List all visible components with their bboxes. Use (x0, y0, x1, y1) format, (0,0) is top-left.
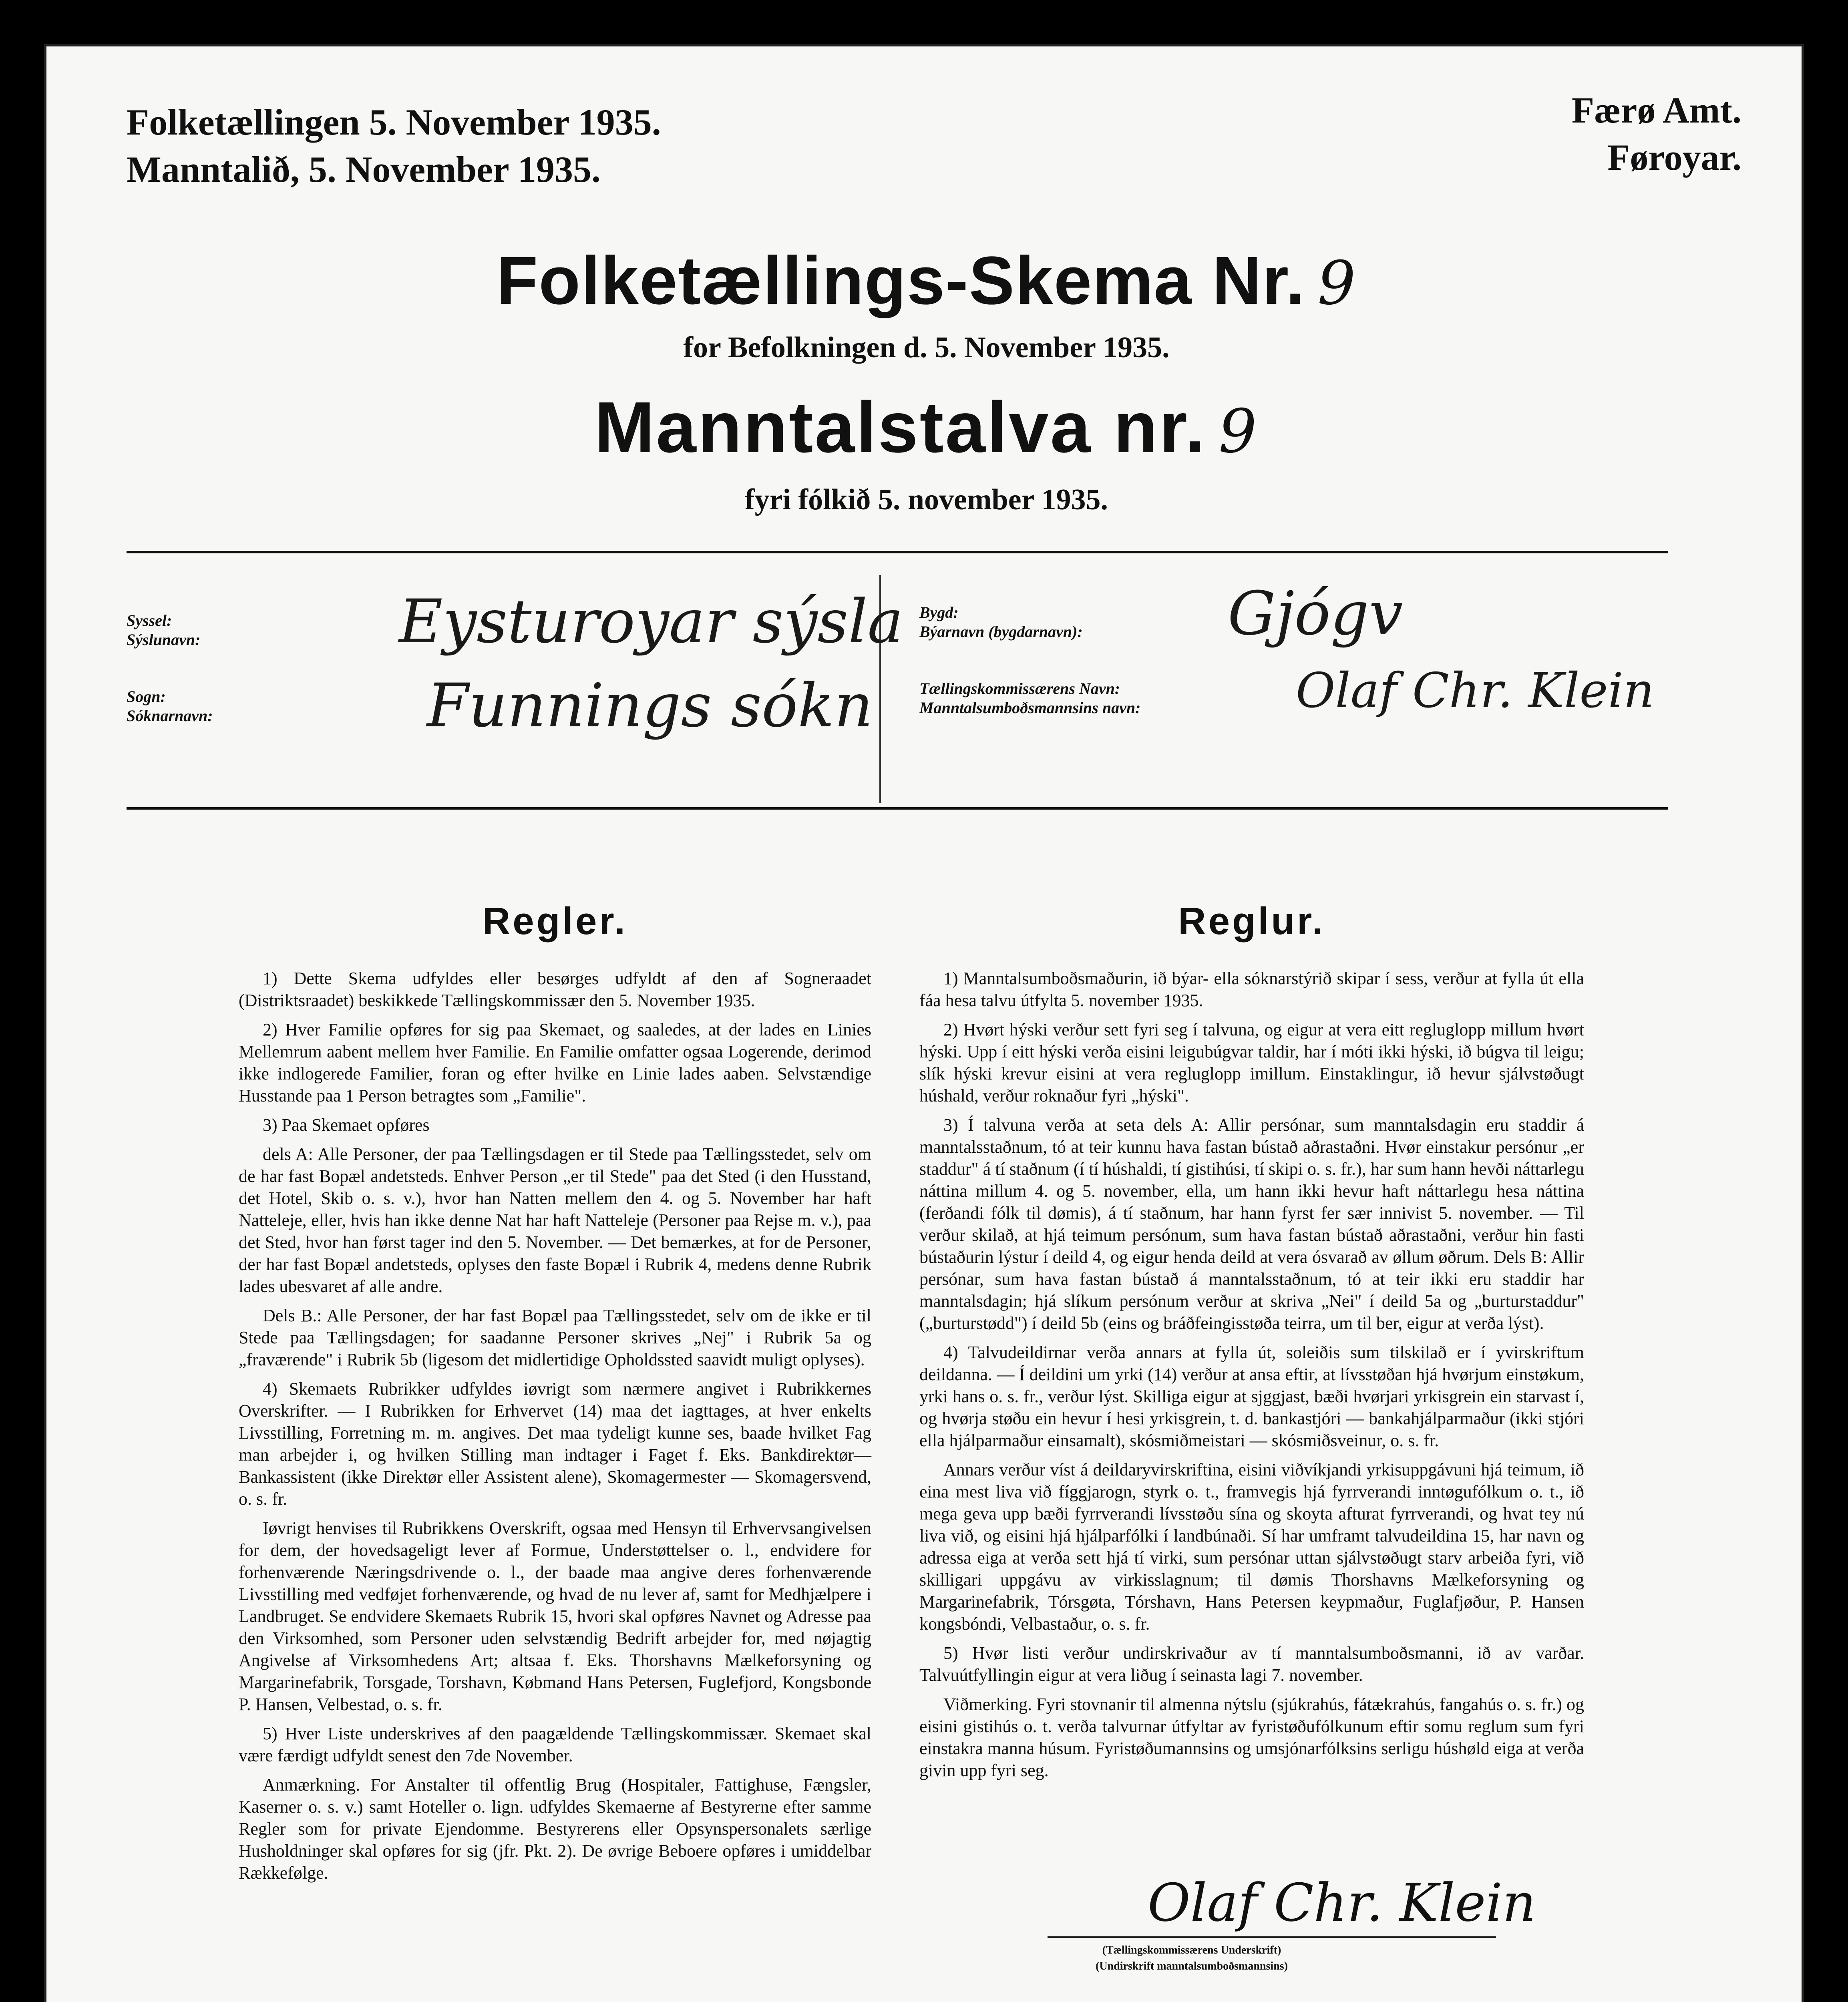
form-subtitle-faroese: fyri fólkið 5. november 1935. (744, 483, 1108, 516)
form-number-danish: 9 (1317, 249, 1357, 318)
sogn-label: Sogn: (127, 687, 166, 706)
byarnavn-label: Býarnavn (bygdarnavn): (919, 623, 1083, 641)
signature-caption-faroese: (Undirskrift manntalsumboðsmannsins) (1096, 1960, 1288, 1972)
regler-paragraph: Iøvrigt henvises til Rubrikkens Overskrift, ogsaa med Hensyn til Erhvervsangivelsen for dem, der hovedsageligt lever af Formue, Understøttelser o. l., endvidere for forhenværende Næringsdrivende o. l., der baade maa angive deres forhenværende Livsstilling med vedføjet forhenværende, og hvad de nu lever af, samt for Medhjælpere i Landbruget. Se endvidere Skemaets Rubrik 15, hvori skal opføres Navnet og Adresse paa den Virksomhed, som Personer uden selvstændig Bedrift arbejder for, med nøjagtig Angivelse af Virksomhedens Art; altsaa f. Eks. Thorshavns Mælkeforsyning og Margarinefabrik, Torsgade, Torshavn, Købmand Hans Petersen, Fuglefjord, Kongsbonde P. Hansen, Velbestad, o. s. fr. (239, 1518, 871, 1714)
kommissaer-label: Tællingskommissærens Navn: (919, 679, 1120, 697)
sogn-value: Funnings sókn (427, 671, 873, 741)
header-right-line1: Færø Amt. (1571, 90, 1741, 131)
reglur-paragraph: Viðmerking. Fyri stovnanir til almenna nýtslu (sjúkrahús, fátækrahús, fangahús o. s. fr.) og eisini gistihús o. t. verða talvurnar útfyltar av fyristøðufólkunum eftir somu reglum sum fyri einstakra manna húsum. Fyristøðumannsins og umsjónarfólksins serligu húshøld eiga at verða givin upp fyri seg. (919, 1694, 1584, 1780)
regler-paragraph: Dels B.: Alle Personer, der har fast Bopæl paa Tællingsstedet, selv om de ikke er til Stede paa Tællingsdagen; for saadanne Personer skrives „Nej" i Rubrik 5a og „fraværende" i Rubrik 5b (ligesom det midlertidige Opholdssted saavidt muligt oplyses). (239, 1306, 871, 1369)
signature-line (1048, 1936, 1496, 1938)
manntal-label: Manntalsumboðsmannsins navn: (919, 699, 1141, 717)
sogn-label-block (127, 687, 213, 726)
regler-heading: Regler. (482, 900, 628, 943)
regler-paragraph: 5) Hver Liste underskrives af den paagældende Tællingskommissær. Skemaet skal være færdigt udfyldt senest den 7de November. (239, 1724, 871, 1765)
reglur-paragraph: 4) Talvudeildirnar verða annars at fylla út, soleiðis sum tilskilað er í yvirskriftum deildanna. — Í deildini um yrki (14) verður at ansa eftir, at lívsstøðan hjá hvørjum einstøkum, yrki hans o. s. fr., verður lýst. Skilliga eigur at sjggjast, bæði hvørjari yrkisgrein ein starvast í, og hvørja støðu ein hevur í hesi yrkisgrein, t. d. bankastjóri — bankahjálparmaður (ikki stjóri ella hjálparmaður einsamalt), skósmiðmeistari — skósmiðsveinur, o. s. fr. (919, 1343, 1584, 1450)
kommissaer-value: Olaf Chr. Klein (1296, 663, 1655, 719)
regler-paragraph: 2) Hver Familie opføres for sig paa Skemaet, og saaledes, at der lades en Linies Mellemrum aabent mellem hver Familie. En Familie omfatter ogsaa Logerende, derimod ikke indlogerede Familier, foran og efter hvilke en Linie lades aaben. Selvstændige Husstande paa 1 Person betragtes som „Familie". (239, 1020, 871, 1106)
bygd-label: Bygd: (919, 603, 959, 621)
divider-top (127, 551, 1668, 553)
regler-paragraph: dels A: Alle Personer, der paa Tællingsdagen er til Stede paa Tællingsstedet, selv om de har fast Bopæl andetsteds. Enhver Person „er til Stede" paa det Sted (i den Husstand, det Hotel, Skib o. s. v.), hvor han Natten mellem den 4. og 5. November har haft Natteleje, eller, hvis han ikke denne Nat har haft Natteleje (Personer paa Rejse m. v.), paa det Sted, hvor han først tager ind den 5. November. — Det bemærkes, at for de Personer, der har fast Bopæl andetsteds, oplyses den faste Bopæl i Rubrik 4, medens denne Rubrik lades ubesvaret af alle andre. (239, 1144, 871, 1296)
syslunavn-label: Sýslunavn: (127, 631, 201, 649)
signature-caption-danish: (Tællingskommissærens Underskrift) (1102, 1944, 1281, 1956)
regler-column (239, 899, 871, 1891)
regler-paragraph: Anmærkning. For Anstalter til offentlig Brug (Hospitaler, Fattighuse, Fængsler, Kaserner o. s. v.) samt Hoteller o. lign. udfyldes Skemaerne af Bestyrerne efter samme Regler som for private Ejendomme. Bestyrerens eller Opsynspersonalets særlige Husholdninger skal opføres for sig (jfr. Pkt. 2). De øvrige Beboere opføres i umiddelbar Rækkefølge. (239, 1775, 871, 1883)
regler-paragraph: 1) Dette Skema udfyldes eller besørges udfyldt af den af Sogneraadet (Distriktsraadet) beskikkede Tællingskommissær den 5. November 1935. (239, 969, 871, 1010)
reglur-heading: Reglur. (1178, 900, 1325, 943)
form-title-danish-text: Folketællings-Skema Nr. (496, 243, 1306, 319)
bygd-label-block (919, 603, 1083, 641)
form-title-danish (46, 239, 1806, 326)
syssel-label: Syssel: (127, 611, 172, 629)
header-left (127, 98, 661, 193)
kommissaer-label-block (919, 679, 1140, 718)
reglur-paragraph: 1) Manntalsumboðsmaðurin, ið býar- ella sóknarstýrið skipar í sess, verður at fylla út ella fáa hesa talvu útfylta 5. november 1935. (919, 969, 1584, 1010)
form-title-faroese-text: Manntalstalva nr. (594, 387, 1207, 468)
regler-paragraph: 3) Paa Skemaet opføres (263, 1115, 430, 1135)
header-right (1572, 86, 1741, 181)
reglur-paragraph: 2) Hvørt hýski verður sett fyri seg í talvuna, og eigur at vera eitt regluglopp millum hvørt hýski. Upp í eitt hýski verða eisini leigubúgvar taldir, har í móti ikki hýski, ið búgva til leigu; slík hýski krevur eisini at vera regluglopp imillum. Einstaklingur, ið hevur sjálvstøðugt húshald, verður roknaður fyri „hýski". (919, 1020, 1584, 1106)
form-number-faroese: 9 (1219, 397, 1259, 466)
reglur-column (919, 899, 1584, 1789)
bygd-value: Gjógv (1228, 579, 1403, 649)
soknarnavn-label: Sóknarnavn: (127, 707, 213, 725)
form-subtitle-danish: for Befolkningen d. 5. November 1935. (683, 331, 1170, 364)
title-block (46, 239, 1806, 522)
divider-middle (127, 807, 1668, 810)
header-left-line2: Manntalið, 5. November 1935. (127, 149, 601, 190)
signature-caption (1096, 1942, 1288, 1974)
syssel-label-block (127, 611, 201, 649)
form-title-faroese (46, 382, 1806, 478)
regler-paragraph: 4) Skemaets Rubrikker udfyldes iøvrigt som nærmere angivet i Rubrikkernes Overskrifter. — I Rubrikken for Erhvervet (14) maa det iagttages, at hver enkelts Livsstilling, Forretning m. m. angives. Det maa tydeligt kunne ses, baade hvilket Fag man arbejder i, og hvilken Stilling man indtager i Faget f. Eks. Bankdirektør—Bankassistent (ikke Direktør eller Assistent alene), Skomagermester — Skomagersvend, o. s. fr. (239, 1379, 871, 1509)
signature: Olaf Chr. Klein (1148, 1872, 1536, 1933)
census-form-page (44, 44, 1804, 2002)
reglur-paragraph: 3) Í talvuna verða at seta dels A: Allir persónar, sum manntalsdagin eru staddir á manntalsstaðnum, tó at teir kunnu hava fastan bústað aðrastaðni. Hvør einstakur persónur „er staddur" á tí staðnum (í tí húshaldi, tí gistihúsi, tí skipi o. s. fr.), har sum hann hevði náttarlegu náttina millum 4. og 5. november, ella, um hann ikki hevur haft náttarlegu hesa náttina (ferðandi fólk til dømis), á tí staðnum, har hann fyrst fer sær innivist 5. november. — Til verður skilað, at hjá teimum persónum, sum hava fastan bústað aðrastaðni, verður hin fasti bústaðurin lýstur í deild 4, og eigur henda deild at vera ósvarað av øllum øðrum. Dels B: Allir persónar, sum hava fastan bústað á manntalsstaðnum, tó at teir ikki eru staddir har manntalsdagin; hjá slíkum persónum verður at skriva „Nei" í deild 5a og „burturstaddur" („burturstødd") í deild 5b (eins og bráðfeingisstøða teirra, um til ber, eigur at verða lýst). (919, 1115, 1584, 1333)
header-left-line1: Folketællingen 5. November 1935. (127, 102, 661, 143)
reglur-paragraph: 5) Hvør listi verður undirskrivaður av tí manntalsumboðsmanni, ið av varðar. Talvuútfyllingin eigur at vera liðug í seinasta lagi 7. november. (919, 1643, 1584, 1685)
header-right-line2: Føroyar. (1607, 137, 1741, 178)
reglur-paragraph: Annars verður víst á deildaryvirskriftina, eisini viðvíkjandi yrkisuppgávuni hjá teimum, ið eina mest liva við fíggjarogn, styrk o. t., framvegis hjá fyrrverandi inntøgufólkum o. t., ið mega geva upp bæði fyrrverandi lívsstøðu sína og skoyta afturat fyrrverandi, og hvat tey nú liva við, og eisini hjá hjálparfólki í landbúnaði. Sí har umframt talvudeildina 15, har navn og adressa eiga at verða sett hjá tí virki, sum persónar uttan sjálvstøðugt starv arbeiða fyri, við skilligari uppgávu av virkisslagnum; til dømis Thorshavns Mælkeforsyning og Margarinefabrik, Tórsgøta, Tórshavn, Hans Petersen keypmaður, Fuglafjøður, P. Hansen kongsbóndi, Velbastaður, o. s. fr. (919, 1460, 1584, 1634)
syssel-value: Eysturoyar sýsla (399, 587, 903, 657)
